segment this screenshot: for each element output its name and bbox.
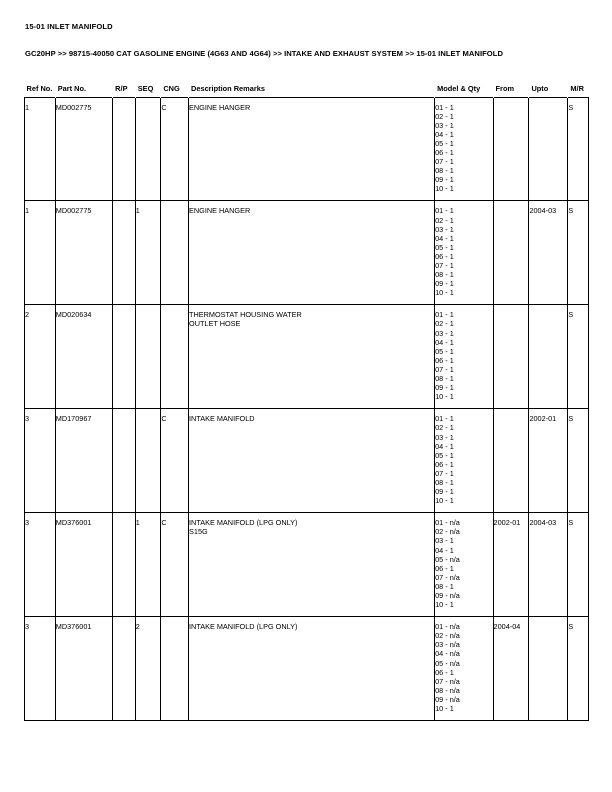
column-header-from <box>493 80 529 97</box>
model-qty-entry: 08 - 1 <box>435 374 454 384</box>
model-qty-entry: 02 - 1 <box>435 111 454 121</box>
cell-model-qty <box>435 305 493 409</box>
cell-cng <box>161 617 189 721</box>
description-line: S15G <box>189 527 208 537</box>
cell-mr: S <box>568 617 589 721</box>
model-qty-entry: 09 - 1 <box>435 383 454 393</box>
model-qty-entry: 07 - 1 <box>435 261 454 270</box>
description-line: THERMOSTAT HOUSING WATER <box>189 310 302 320</box>
model-qty-entry: 08 - 1 <box>435 581 454 591</box>
cell-ref-no: 3 <box>25 617 56 721</box>
model-qty-entry: 09 - n/a <box>435 694 460 704</box>
column-header-desc-label: Description Remarks <box>191 83 265 93</box>
cell-model-qty <box>435 617 493 721</box>
parts-table-wrapper <box>24 80 588 721</box>
model-qty-entry: 10 - 1 <box>435 392 454 402</box>
model-qty-entry: 08 - 1 <box>435 477 454 487</box>
cell-seq: 1 <box>135 513 161 617</box>
cell-upto <box>529 617 568 721</box>
column-header-upto <box>529 80 568 97</box>
cell-mr: S <box>568 305 589 409</box>
model-qty-entry: 07 - n/a <box>435 676 460 686</box>
model-qty-entry: 10 - 1 <box>435 184 454 194</box>
column-header-mr-label: M/R <box>570 83 584 93</box>
breadcrumb: GC20HP >> 98715-40050 CAT GASOLINE ENGINE (4G63 AND 4G64) >> INTAKE AND EXHAUST SYSTEM >> 15-01 INLET MANIFOLD <box>25 49 503 58</box>
model-qty-entry: 06 - 1 <box>435 355 454 365</box>
model-qty-entry: 05 - n/a <box>435 658 460 668</box>
cell-upto: 2004-03 <box>529 201 568 305</box>
model-qty-entry: 04 - 1 <box>435 233 454 243</box>
model-qty-entry: 03 - 1 <box>435 432 454 442</box>
column-header-model-qty <box>435 80 493 97</box>
model-qty-entry: 03 - 1 <box>435 328 454 338</box>
cell-seq <box>135 97 161 201</box>
cell-seq: 2 <box>135 617 161 721</box>
model-qty-entry: 01 - 1 <box>435 310 454 320</box>
cell-from <box>493 97 529 201</box>
model-qty-entry: 04 - 1 <box>435 441 454 451</box>
model-qty-entry: 02 - n/a <box>435 631 460 641</box>
table-row[interactable] <box>25 305 589 409</box>
cell-cng <box>161 305 189 409</box>
cell-part-no: MD376001 <box>55 513 112 617</box>
model-qty-entry: 10 - 1 <box>435 704 454 714</box>
model-qty-entry: 07 - 1 <box>435 364 454 374</box>
model-qty-entry: 04 - n/a <box>435 649 460 659</box>
cell-model-qty <box>435 513 493 617</box>
description-line: ENGINE HANGER <box>189 206 251 216</box>
cell-cng: C <box>161 513 189 617</box>
model-qty-entry: 08 - n/a <box>435 685 460 695</box>
parts-table <box>24 80 589 721</box>
table-row[interactable] <box>25 617 589 721</box>
model-qty-entry: 10 - 1 <box>435 600 454 610</box>
cell-part-no: MD002775 <box>55 97 112 201</box>
cell-seq: 1 <box>135 201 161 305</box>
cell-rp <box>113 97 136 201</box>
cell-part-no: MD002775 <box>55 201 112 305</box>
cell-part-no: MD376001 <box>55 617 112 721</box>
cell-part-no: MD170967 <box>55 409 112 513</box>
model-qty-entry: 06 - 1 <box>435 667 454 677</box>
cell-from <box>493 409 529 513</box>
column-header-seq-label: SEQ <box>137 83 154 93</box>
cell-cng <box>161 201 189 305</box>
model-qty-entry: 06 - 1 <box>435 147 454 157</box>
column-header-desc <box>189 80 435 97</box>
cell-cng: C <box>161 409 189 513</box>
model-qty-entry: 07 - 1 <box>435 468 454 478</box>
model-qty-entry: 05 - n/a <box>435 554 460 564</box>
model-qty-entry: 03 - 1 <box>435 120 454 130</box>
column-header-model-qty-label: Model & Qty <box>437 83 481 93</box>
model-qty-entry: 07 - n/a <box>435 572 460 582</box>
model-qty-entry: 03 - 1 <box>435 224 454 234</box>
model-qty-entry: 02 - n/a <box>435 527 460 537</box>
cell-description <box>189 305 435 409</box>
model-qty-entry: 05 - 1 <box>435 450 454 460</box>
model-qty-entry: 01 - 1 <box>435 102 454 112</box>
cell-rp <box>113 201 136 305</box>
description-line: INTAKE MANIFOLD (LPG ONLY) <box>189 518 298 528</box>
cell-ref-no: 2 <box>25 305 56 409</box>
cell-model-qty <box>435 97 493 201</box>
cell-rp <box>113 617 136 721</box>
description-line: ENGINE HANGER <box>189 102 251 112</box>
cell-description <box>189 513 435 617</box>
column-header-cng-label: CNG <box>163 83 180 93</box>
cell-cng: C <box>161 97 189 201</box>
cell-from: 2004-04 <box>493 617 529 721</box>
column-header-mr <box>568 80 589 97</box>
description-line: INTAKE MANIFOLD (LPG ONLY) <box>189 622 298 632</box>
model-qty-entry: 10 - 1 <box>435 496 454 506</box>
cell-mr: S <box>568 201 589 305</box>
model-qty-entry: 06 - 1 <box>435 563 454 573</box>
model-qty-entry: 08 - 1 <box>435 270 454 280</box>
model-qty-entry: 09 - 1 <box>435 279 454 289</box>
column-header-cng <box>161 80 189 97</box>
column-header-seq <box>135 80 161 97</box>
cell-model-qty <box>435 409 493 513</box>
cell-ref-no: 3 <box>25 513 56 617</box>
model-qty-entry: 05 - 1 <box>435 242 454 252</box>
cell-part-no: MD020634 <box>55 305 112 409</box>
cell-rp <box>113 513 136 617</box>
model-qty-entry: 01 - 1 <box>435 206 454 216</box>
model-qty-entry: 10 - 1 <box>435 288 454 298</box>
model-qty-entry: 02 - 1 <box>435 319 454 329</box>
cell-description <box>189 201 435 305</box>
cell-from: 2002-01 <box>493 513 529 617</box>
cell-model-qty <box>435 201 493 305</box>
model-qty-entry: 02 - 1 <box>435 423 454 433</box>
model-qty-entry: 03 - n/a <box>435 640 460 650</box>
parts-table-body <box>25 97 589 721</box>
cell-rp <box>113 305 136 409</box>
column-header-ref-label: Ref No. <box>26 83 53 93</box>
cell-description <box>189 97 435 201</box>
model-qty-entry: 04 - 1 <box>435 337 454 347</box>
cell-ref-no: 3 <box>25 409 56 513</box>
model-qty-entry: 01 - n/a <box>435 518 460 528</box>
model-qty-entry: 08 - 1 <box>435 166 454 176</box>
model-qty-entry: 03 - 1 <box>435 536 454 546</box>
cell-upto: 2004-03 <box>529 513 568 617</box>
table-row[interactable] <box>25 409 589 513</box>
page-title: 15-01 INLET MANIFOLD <box>25 22 113 31</box>
model-qty-entry: 09 - n/a <box>435 591 460 600</box>
cell-upto: 2002-01 <box>529 409 568 513</box>
cell-mr: S <box>568 409 589 513</box>
table-row[interactable] <box>25 97 589 201</box>
column-header-part <box>55 80 112 97</box>
column-header-from-label: From <box>495 83 515 93</box>
model-qty-entry: 06 - 1 <box>435 251 454 261</box>
cell-seq <box>135 409 161 513</box>
description-line: INTAKE MANIFOLD <box>189 414 255 424</box>
column-header-rp <box>113 80 136 97</box>
model-qty-entry: 09 - 1 <box>435 487 454 497</box>
model-qty-entry: 02 - 1 <box>435 215 454 225</box>
model-qty-entry: 06 - 1 <box>435 459 454 469</box>
cell-upto <box>529 97 568 201</box>
cell-upto <box>529 305 568 409</box>
model-qty-entry: 09 - 1 <box>435 175 454 185</box>
cell-from <box>493 305 529 409</box>
cell-mr: S <box>568 97 589 201</box>
cell-description <box>189 617 435 721</box>
cell-ref-no: 1 <box>25 97 56 201</box>
model-qty-entry: 04 - 1 <box>435 545 454 555</box>
model-qty-entry: 07 - 1 <box>435 157 454 167</box>
model-qty-entry: 01 - 1 <box>435 414 454 424</box>
cell-ref-no: 1 <box>25 201 56 305</box>
cell-mr: S <box>568 513 589 617</box>
cell-rp <box>113 409 136 513</box>
table-row[interactable] <box>25 201 589 305</box>
column-header-upto-label: Upto <box>531 83 549 93</box>
cell-description <box>189 409 435 513</box>
model-qty-entry: 05 - 1 <box>435 346 454 356</box>
column-header-part-label: Part No. <box>57 83 87 93</box>
description-line: OUTLET HOSE <box>189 319 241 329</box>
cell-seq <box>135 305 161 409</box>
model-qty-entry: 04 - 1 <box>435 129 454 139</box>
column-header-rp-label: R/P <box>115 83 128 93</box>
parts-table-head <box>25 80 589 97</box>
cell-from <box>493 201 529 305</box>
model-qty-entry: 01 - n/a <box>435 622 460 632</box>
table-row[interactable] <box>25 513 589 617</box>
model-qty-entry: 05 - 1 <box>435 138 454 148</box>
column-header-ref <box>25 80 56 97</box>
